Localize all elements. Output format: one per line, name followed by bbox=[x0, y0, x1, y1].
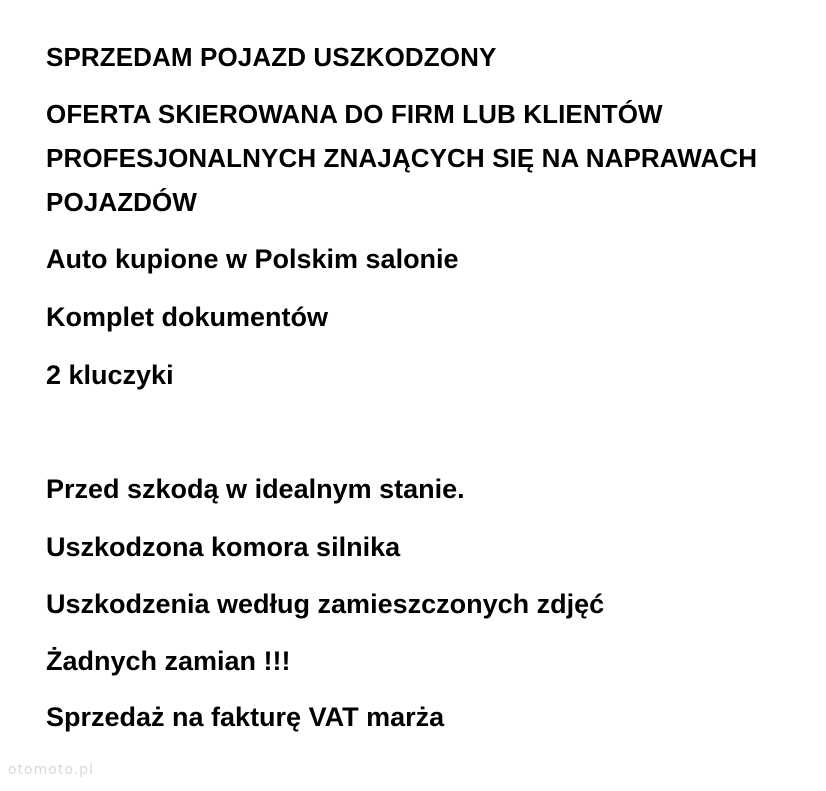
watermark-text: otomoto.pl bbox=[8, 762, 94, 778]
text-line-no-swaps: Żadnych zamian !!! bbox=[46, 646, 291, 676]
heading-line-2: OFERTA SKIEROWANA DO FIRM LUB KLIENTÓW bbox=[46, 99, 663, 129]
text-line-documents: Komplet dokumentów bbox=[46, 302, 328, 332]
text-line-invoice: Sprzedaż na fakturę VAT marża bbox=[46, 702, 445, 732]
text-line-origin: Auto kupione w Polskim salonie bbox=[46, 244, 459, 274]
text-line-damage: Uszkodzona komora silnika bbox=[46, 532, 401, 562]
heading-line-4: POJAZDÓW bbox=[46, 187, 198, 217]
heading-line-1: SPRZEDAM POJAZD USZKODZONY bbox=[46, 42, 497, 72]
text-line-keys: 2 kluczyki bbox=[46, 360, 174, 390]
heading-line-3: PROFESJONALNYCH ZNAJĄCYCH SIĘ NA NAPRAWACH bbox=[46, 143, 758, 173]
text-line-condition: Przed szkodą w idealnym stanie. bbox=[46, 474, 465, 504]
text-line-damage-photos: Uszkodzenia według zamieszczonych zdjęć bbox=[46, 589, 605, 619]
